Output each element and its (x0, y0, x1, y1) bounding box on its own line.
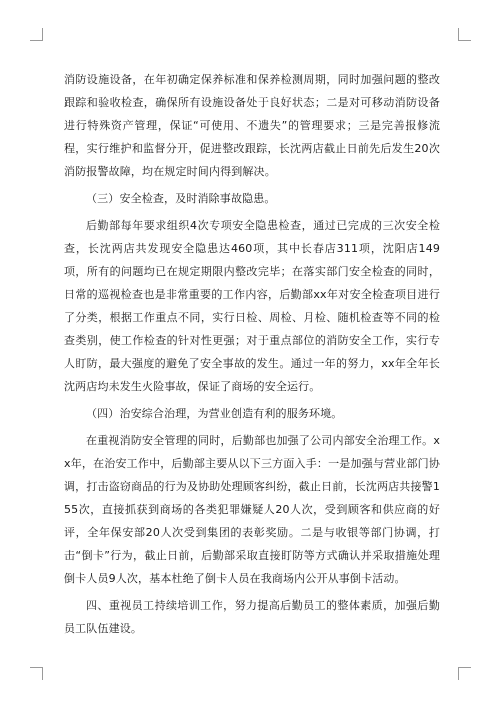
document-body (64, 68, 440, 644)
crop-mark-top-left (30, 28, 43, 41)
crop-mark-bottom-right (458, 667, 471, 680)
crop-mark-top-right (458, 28, 471, 41)
crop-mark-bottom-left (30, 667, 43, 680)
paragraph-facility-maintenance: 消防设施设备，在年初确定保养标准和保养检测周期，同时加强问题的整改跟踪和验收检查，确保所有设施设备处于良好状态；二是对可移动消防设备进行特殊资产管理，保证“可使用、不遗失”的管理要求；三是完善报修流程，实行维护和监督分开，促进整改跟踪，长沈两店截止日前先后发生20次消防报警故障，均在规定时间内得到解决。 (64, 73, 440, 178)
heading-public-security: （四）治安综合治理，为营业创造有利的服务环境。 (86, 407, 343, 420)
paragraph-public-security: 在重视消防安全管理的同时，后勤部也加强了公司内部安全治理工作。xx年，在治安工作中，后勤部主要从以下三方面入手：一是加强与营业部门协调，打击盗窃商品的行为及协助处理顾客纠纷，截止日前，长沈两店共接警155次，直接抓获到商场的各类犯罪嫌疑人20人次，受到顾客和供应商的好评，全年保安部20人次受到集团的表彰奖励。二是与收银等部门协调，打击“倒卡”行为，截止日前，后勤部采取直接盯防等方式确认并采取措施处理倒卡人员9人次，基本杜绝了倒卡人员在我商场内公开从事倒卡活动。 (64, 434, 440, 585)
heading-staff-training: 四、重视员工持续培训工作，努力提高后勤员工的整体素质，加强后勤员工队伍建设。 (64, 599, 440, 635)
heading-safety-inspection: （三）安全检查，及时消除事故隐患。 (86, 192, 276, 205)
paragraph-safety-inspection: 后勤部每年要求组织4次专项安全隐患检查，通过已完成的三次安全检查，长沈两店共发现安全隐患达460项，其中长春店311项，沈阳店149项，所有的问题均已在规定期限内整改完毕；在落实部门安全检查的同时，日常的巡视检查也是非常重要的工作内容，后勤部xx年对安全检查项目进行了分类，根据工作重点不同，实行日检、周检、月检、随机检查等不同的检查类别，使工作检查的针对性更强；对于重点部位的消防安全工作，实行专人盯防，最大强度的避免了安全事故的发生。通过一年的努力，xx年全年长沈两店均未发生火险事故，保证了商场的安全运行。 (64, 219, 440, 393)
